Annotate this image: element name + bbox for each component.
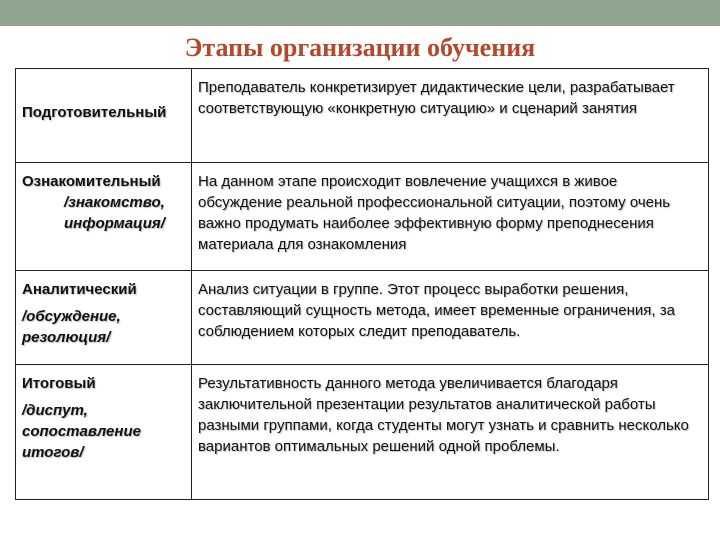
table-row [16,163,709,271]
description-cell: Анализ ситуации в группе. Этот процесс выработки решения, составляющий сущность метода, имеет временные ограничения, за соблюдением которых следит преподаватель. [192,271,709,365]
description-cell: Результативность данного метода увеличивается благодаря заключительной презентации результатов аналитической работы разными группами, когда студенты могут узнать и сравнить несколько вариантов оптимальных решений одной проблемы. [192,365,709,500]
stage-subtitle: /диспут, сопоставление итогов/ [22,402,141,461]
stage-subtitle: /обсуждение, резолюция/ [22,308,121,346]
description-cell: На данном этапе происходит вовлечение учащихся в живое обсуждение реальной профессиональной ситуации, поэтому очень важно продумать наиболее эффективную форму преподнесения материала для ознакомления [192,163,709,271]
stage-cell [16,271,192,365]
table-row [16,365,709,500]
table-row [16,69,709,163]
stages-table [15,68,709,500]
stage-name: Подготовительный [22,104,167,121]
stage-name: Ознакомительный [22,173,161,190]
stage-name: Итоговый [22,375,96,392]
page-title: Этапы организации обучения [184,33,536,62]
header-bar [0,0,720,26]
stage-subtitle: /знакомство, информация/ [64,194,165,232]
stage-cell [16,69,192,163]
stage-name: Аналитический [22,281,137,298]
stage-cell [16,365,192,500]
table-row [16,271,709,365]
description-cell: Преподаватель конкретизирует дидактические цели, разрабатывает соответствующую «конкретную ситуацию» и сценарий занятия [192,69,709,163]
stage-cell [16,163,192,271]
